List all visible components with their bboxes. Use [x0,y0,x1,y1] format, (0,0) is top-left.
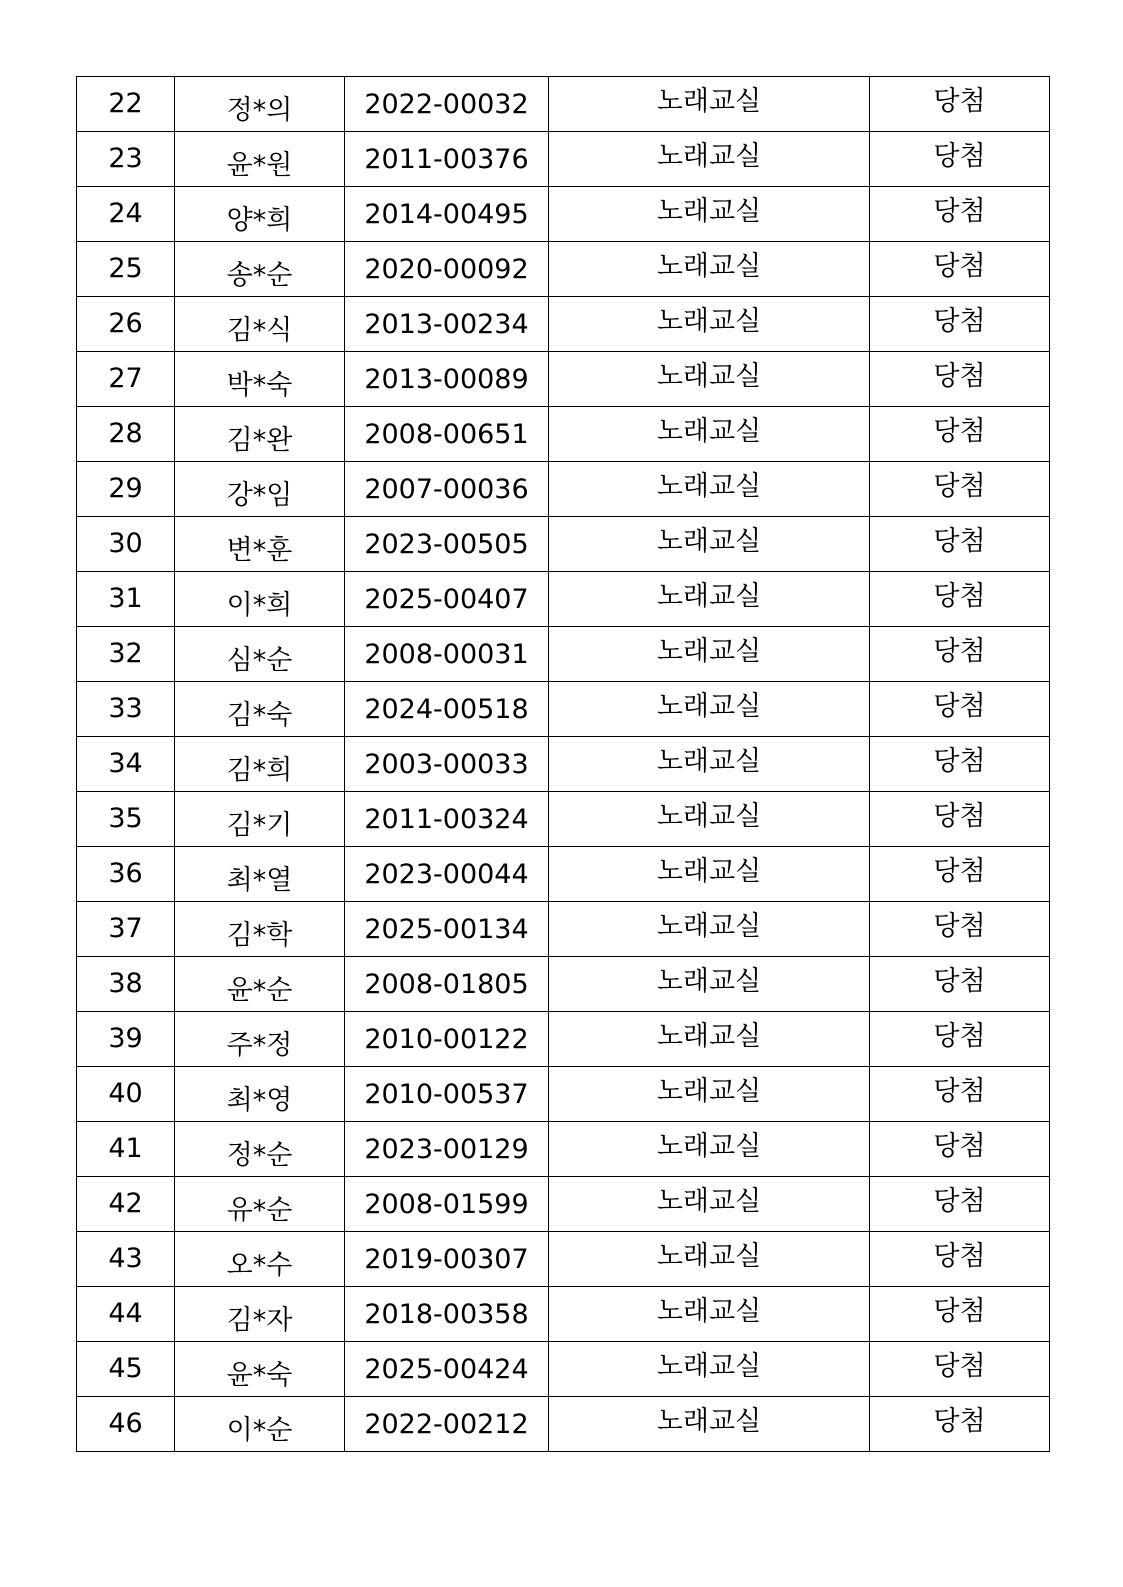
lottery-result-cell [870,407,1050,462]
registration-id-cell [345,847,549,902]
row-number: 34 [108,747,143,779]
registration-id: 2014-00495 [364,198,529,230]
row-number: 31 [108,582,143,614]
lottery-result-cell [870,627,1050,682]
lottery-result-cell [870,132,1050,187]
registration-id: 2008-01599 [364,1188,529,1220]
applicant-name-cell [175,627,345,682]
row-number: 45 [108,1352,143,1384]
registration-id: 2008-00651 [364,418,529,450]
row-number-cell [77,297,175,352]
registration-id: 2022-00032 [364,88,529,120]
class-name: 노래교실 [656,470,762,502]
lottery-result: 당첨 [933,1405,986,1437]
row-number: 35 [108,802,143,834]
table-row [77,1342,1050,1397]
lottery-result-cell [870,1397,1050,1452]
row-number-cell [77,1232,175,1287]
applicant-name: 정*의 [226,94,293,126]
applicant-name: 윤*원 [226,149,293,181]
registration-id: 2008-00031 [364,638,529,670]
lottery-result-cell [870,242,1050,297]
table-row [77,242,1050,297]
row-number: 43 [108,1242,143,1274]
applicant-name-cell [175,297,345,352]
registration-id-cell [345,627,549,682]
lottery-result-cell [870,1122,1050,1177]
registration-id-cell [345,902,549,957]
table-row [77,517,1050,572]
class-name: 노래교실 [656,1020,762,1052]
class-name: 노래교실 [656,635,762,667]
class-name: 노래교실 [656,360,762,392]
registration-id-cell [345,792,549,847]
class-name: 노래교실 [656,745,762,777]
class-name-cell [549,1012,870,1067]
registration-id: 2022-00212 [364,1408,529,1440]
row-number: 39 [108,1022,143,1054]
registration-id: 2007-00036 [364,473,529,505]
row-number-cell [77,792,175,847]
table-row [77,1067,1050,1122]
lottery-result-cell [870,1342,1050,1397]
applicant-name-cell [175,682,345,737]
table-row [77,1232,1050,1287]
row-number: 37 [108,912,143,944]
lottery-result-cell [870,902,1050,957]
applicant-name: 송*순 [226,259,293,291]
applicant-name: 김*식 [226,314,293,346]
registration-id-cell [345,462,549,517]
lottery-result: 당첨 [933,1295,986,1327]
applicant-name: 주*정 [226,1029,293,1061]
registration-id: 2011-00324 [364,803,529,835]
table-row [77,902,1050,957]
class-name: 노래교실 [656,1240,762,1272]
table-row [77,462,1050,517]
registration-id: 2023-00129 [364,1133,529,1165]
row-number: 22 [108,87,143,119]
lottery-result: 당첨 [933,415,986,447]
table-row [77,77,1050,132]
applicant-name-cell [175,132,345,187]
applicant-name-cell [175,572,345,627]
row-number: 33 [108,692,143,724]
registration-id-cell [345,242,549,297]
row-number-cell [77,957,175,1012]
registration-id-cell [345,737,549,792]
row-number: 46 [108,1407,143,1439]
class-name-cell [549,792,870,847]
applicant-name: 김*숙 [226,699,293,731]
applicant-name-cell [175,902,345,957]
registration-id-cell [345,407,549,462]
class-name-cell [549,77,870,132]
registration-id-cell [345,1232,549,1287]
applicant-name-cell [175,187,345,242]
lottery-result-cell [870,1012,1050,1067]
row-number-cell [77,847,175,902]
table-row [77,957,1050,1012]
class-name-cell [549,902,870,957]
registration-id-cell [345,1342,549,1397]
class-name-cell [549,407,870,462]
applicant-name: 정*순 [226,1139,293,1171]
class-name-cell [549,132,870,187]
applicant-name: 강*임 [226,479,293,511]
class-name: 노래교실 [656,965,762,997]
registration-id: 2010-00122 [364,1023,529,1055]
class-name-cell [549,957,870,1012]
class-name: 노래교실 [656,1405,762,1437]
class-name: 노래교실 [656,1185,762,1217]
registration-id: 2018-00358 [364,1298,529,1330]
row-number-cell [77,242,175,297]
row-number-cell [77,462,175,517]
applicant-name: 심*순 [226,644,293,676]
lottery-result-cell [870,1287,1050,1342]
row-number-cell [77,407,175,462]
row-number: 40 [108,1077,143,1109]
applicant-name: 김*자 [226,1304,293,1336]
lottery-result-cell [870,187,1050,242]
registration-id-cell [345,132,549,187]
class-name-cell [549,462,870,517]
class-name: 노래교실 [656,195,762,227]
applicant-name: 유*순 [226,1194,293,1226]
lottery-result-cell [870,462,1050,517]
table-row [77,572,1050,627]
lottery-result: 당첨 [933,140,986,172]
lottery-result: 당첨 [933,195,986,227]
applicant-name: 윤*숙 [226,1359,293,1391]
lottery-result: 당첨 [933,1075,986,1107]
class-name-cell [549,1232,870,1287]
row-number-cell [77,737,175,792]
lottery-result: 당첨 [933,85,986,117]
row-number-cell [77,627,175,682]
applicant-name: 김*완 [226,424,293,456]
lottery-result-cell [870,792,1050,847]
lottery-result: 당첨 [933,1130,986,1162]
class-name-cell [549,1287,870,1342]
table-row [77,297,1050,352]
lottery-result: 당첨 [933,580,986,612]
row-number-cell [77,1177,175,1232]
table-row [77,187,1050,242]
lottery-result: 당첨 [933,635,986,667]
applicant-name: 이*희 [226,589,293,621]
table-row [77,627,1050,682]
lottery-result-cell [870,77,1050,132]
lottery-result: 당첨 [933,965,986,997]
lottery-result-cell [870,297,1050,352]
registration-id-cell [345,957,549,1012]
class-name-cell [549,1177,870,1232]
table-row [77,682,1050,737]
row-number-cell [77,1122,175,1177]
row-number-cell [77,77,175,132]
applicant-name-cell [175,1232,345,1287]
row-number: 36 [108,857,143,889]
registration-id: 2025-00134 [364,913,529,945]
registration-id-cell [345,352,549,407]
class-name: 노래교실 [656,1295,762,1327]
registration-id: 2025-00424 [364,1353,529,1385]
registration-id: 2008-01805 [364,968,529,1000]
row-number-cell [77,517,175,572]
applicant-name-cell [175,847,345,902]
class-name-cell [549,737,870,792]
class-name: 노래교실 [656,525,762,557]
lottery-result-cell [870,572,1050,627]
table-row [77,1122,1050,1177]
lottery-result-cell [870,847,1050,902]
row-number: 26 [108,307,143,339]
class-name-cell [549,242,870,297]
row-number: 30 [108,527,143,559]
row-number: 25 [108,252,143,284]
applicant-name-cell [175,1067,345,1122]
class-name: 노래교실 [656,305,762,337]
registration-id: 2023-00505 [364,528,529,560]
registration-id: 2010-00537 [364,1078,529,1110]
class-name: 노래교실 [656,140,762,172]
class-name: 노래교실 [656,1130,762,1162]
applicant-name-cell [175,1122,345,1177]
registration-id: 2020-00092 [364,253,529,285]
class-name-cell [549,517,870,572]
table-row [77,1397,1050,1452]
row-number-cell [77,682,175,737]
row-number: 27 [108,362,143,394]
class-name-cell [549,352,870,407]
row-number-cell [77,1012,175,1067]
row-number-cell [77,132,175,187]
lottery-result-cell [870,352,1050,407]
class-name-cell [549,847,870,902]
row-number-cell [77,1342,175,1397]
class-name-cell [549,1067,870,1122]
lottery-result: 당첨 [933,1185,986,1217]
row-number: 42 [108,1187,143,1219]
class-name: 노래교실 [656,910,762,942]
lottery-result-cell [870,1177,1050,1232]
registration-id: 2025-00407 [364,583,529,615]
table-row [77,847,1050,902]
applicant-name: 변*훈 [226,534,293,566]
registration-id-cell [345,1012,549,1067]
lottery-result: 당첨 [933,800,986,832]
applicant-name-cell [175,1397,345,1452]
class-name: 노래교실 [656,855,762,887]
registration-id-cell [345,297,549,352]
class-name: 노래교실 [656,580,762,612]
table-row [77,407,1050,462]
row-number: 32 [108,637,143,669]
registration-id-cell [345,1122,549,1177]
applicant-name: 윤*순 [226,974,293,1006]
registration-id: 2003-00033 [364,748,529,780]
row-number-cell [77,352,175,407]
row-number-cell [77,187,175,242]
class-name: 노래교실 [656,415,762,447]
lottery-result: 당첨 [933,1350,986,1382]
class-name: 노래교실 [656,250,762,282]
row-number-cell [77,572,175,627]
lottery-result: 당첨 [933,360,986,392]
applicant-name-cell [175,792,345,847]
lottery-result-cell [870,957,1050,1012]
registration-id: 2023-00044 [364,858,529,890]
lottery-result: 당첨 [933,745,986,777]
class-name-cell [549,297,870,352]
winners-table [76,76,1050,1452]
class-name-cell [549,1342,870,1397]
table-row [77,737,1050,792]
applicant-name-cell [175,462,345,517]
table-row [77,1012,1050,1067]
applicant-name: 박*숙 [226,369,293,401]
applicant-name: 김*기 [226,809,293,841]
row-number: 24 [108,197,143,229]
lottery-result-cell [870,517,1050,572]
row-number: 38 [108,967,143,999]
registration-id: 2024-00518 [364,693,529,725]
row-number: 41 [108,1132,143,1164]
class-name-cell [549,627,870,682]
lottery-result: 당첨 [933,1020,986,1052]
lottery-result: 당첨 [933,525,986,557]
applicant-name: 김*학 [226,919,293,951]
applicant-name-cell [175,242,345,297]
table-row [77,1177,1050,1232]
registration-id-cell [345,572,549,627]
applicant-name-cell [175,1342,345,1397]
table-row [77,792,1050,847]
applicant-name: 김*희 [226,754,293,786]
class-name-cell [549,1397,870,1452]
table-row [77,352,1050,407]
class-name: 노래교실 [656,1075,762,1107]
applicant-name: 이*순 [226,1414,293,1446]
applicant-name-cell [175,1287,345,1342]
row-number-cell [77,902,175,957]
row-number: 44 [108,1297,143,1329]
table-row [77,1287,1050,1342]
winners-table-body [77,77,1050,1452]
lottery-result: 당첨 [933,305,986,337]
registration-id-cell [345,1287,549,1342]
registration-id: 2013-00234 [364,308,529,340]
lottery-result: 당첨 [933,250,986,282]
registration-id-cell [345,1177,549,1232]
registration-id: 2019-00307 [364,1243,529,1275]
class-name: 노래교실 [656,690,762,722]
lottery-result: 당첨 [933,470,986,502]
applicant-name-cell [175,737,345,792]
lottery-result: 당첨 [933,690,986,722]
registration-id-cell [345,1067,549,1122]
lottery-result: 당첨 [933,910,986,942]
registration-id-cell [345,682,549,737]
applicant-name: 양*희 [226,204,293,236]
applicant-name-cell [175,77,345,132]
registration-id-cell [345,187,549,242]
class-name-cell [549,1122,870,1177]
row-number-cell [77,1287,175,1342]
lottery-result-cell [870,1232,1050,1287]
registration-id-cell [345,1397,549,1452]
row-number-cell [77,1067,175,1122]
row-number: 28 [108,417,143,449]
class-name-cell [549,187,870,242]
class-name-cell [549,572,870,627]
class-name: 노래교실 [656,800,762,832]
row-number-cell [77,1397,175,1452]
class-name: 노래교실 [656,85,762,117]
lottery-result: 당첨 [933,1240,986,1272]
table-row [77,132,1050,187]
applicant-name: 오*수 [226,1249,293,1281]
lottery-result: 당첨 [933,855,986,887]
lottery-result-cell [870,1067,1050,1122]
row-number: 29 [108,472,143,504]
class-name: 노래교실 [656,1350,762,1382]
lottery-result-cell [870,737,1050,792]
applicant-name-cell [175,407,345,462]
registration-id: 2011-00376 [364,143,529,175]
registration-id-cell [345,517,549,572]
class-name-cell [549,682,870,737]
applicant-name-cell [175,352,345,407]
applicant-name-cell [175,1177,345,1232]
applicant-name-cell [175,1012,345,1067]
registration-id-cell [345,77,549,132]
row-number: 23 [108,142,143,174]
registration-id: 2013-00089 [364,363,529,395]
applicant-name: 최*영 [226,1084,293,1116]
applicant-name-cell [175,957,345,1012]
lottery-result-cell [870,682,1050,737]
applicant-name: 최*열 [226,864,293,896]
applicant-name-cell [175,517,345,572]
